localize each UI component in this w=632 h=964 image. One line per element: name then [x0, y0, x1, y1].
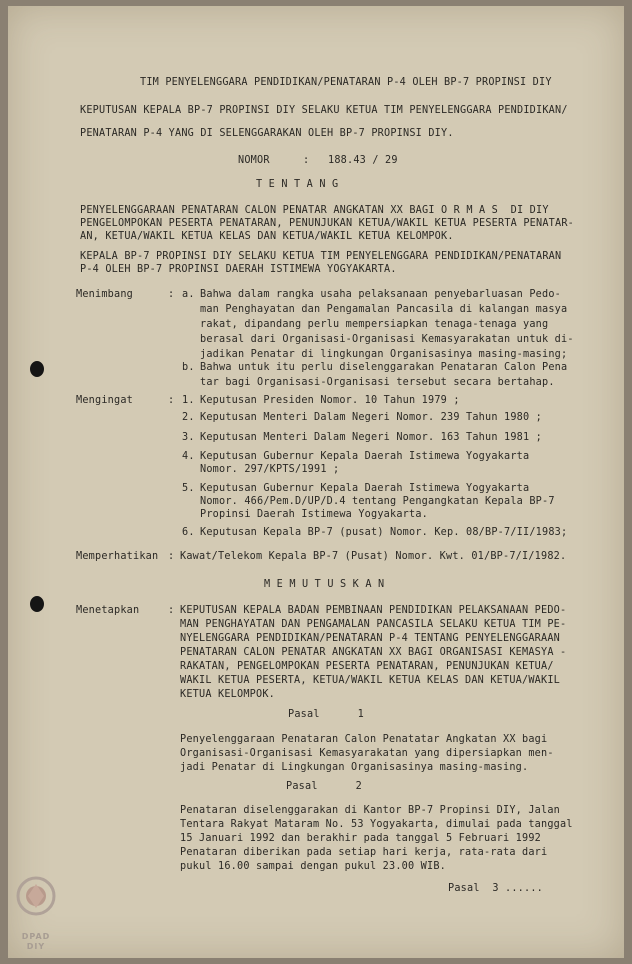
mengingat-item-text: Keputusan Gubernur Kepala Daerah Istimewa Yogyakarta	[200, 451, 530, 462]
pasal-2-line: pukul 16.00 sampai dengan pukul 23.00 WIB.	[180, 861, 447, 872]
mengingat-item-text: Keputusan Presiden Nomor. 10 Tahun 1979 ;	[200, 395, 460, 406]
subject-line-1: PENYELENGGARAAN PENATARAN CALON PENATAR ANGKATAN XX BAGI O R M A S DI DIY	[80, 205, 549, 216]
memperhatikan-label: Memperhatikan	[76, 551, 159, 562]
mengingat-item-text: Keputusan Gubernur Kepala Daerah Istimewa Yogyakarta	[200, 483, 530, 494]
mengingat-item-number: 4.	[182, 451, 195, 462]
kepala-line-1: KEPALA BP-7 PROPINSI DIY SELAKU KETUA TIM PENYELENGGARA PENDIDIKAN/PENATARAN	[80, 251, 562, 262]
pasal-2-line: Penataran diselenggarakan di Kantor BP-7 Propinsi DIY, Jalan	[180, 805, 561, 816]
menetapkan-line: MAN PENGHAYATAN DAN PENGAMALAN PANCASILA SELAKU KETUA TIM PE-	[180, 619, 567, 630]
memutuskan-heading: M E M U T U S K A N	[264, 579, 385, 590]
menimbang-a-line: jadikan Penatar di lingkungan Organisasinya masing-masing;	[200, 349, 568, 360]
continuation-note: Pasal 3 ......	[448, 883, 544, 894]
menetapkan-line: RAKATAN, PENGELOMPOKAN PESERTA PENATARAN, PENUNJUKAN KETUA/	[180, 661, 554, 672]
menetapkan-separator: :	[168, 605, 175, 616]
mengingat-item-text: Nomor. 466/Pem.D/UP/D.4 tentang Pengangkatan Kepala BP-7	[200, 496, 555, 507]
punch-hole-bottom	[30, 596, 44, 612]
menimbang-a-line: berasal dari Organisasi-Organisasi Kemasyarakatan untuk di-	[200, 334, 574, 345]
menimbang-label: Menimbang	[76, 289, 134, 300]
decree-line-1: KEPUTUSAN KEPALA BP-7 PROPINSI DIY SELAKU KETUA TIM PENYELENGGARA PENDIDIKAN/	[80, 105, 568, 116]
menetapkan-line: NYELENGGARA PENDIDIKAN/PENATARAN P-4 TENTANG PENYELENGGARAAN	[180, 633, 561, 644]
mengingat-item-number: 6.	[182, 527, 195, 538]
menimbang-b-marker: b.	[182, 362, 195, 373]
mengingat-item-text: Keputusan Menteri Dalam Negeri Nomor. 163 Tahun 1981 ;	[200, 432, 543, 443]
mengingat-item-text: Nomor. 297/KPTS/1991 ;	[200, 464, 340, 475]
kepala-line-2: P-4 OLEH BP-7 PROPINSI DAERAH ISTIMEWA YOGYAKARTA.	[80, 264, 397, 275]
menimbang-a-line: rakat, dipandang perlu mempersiapkan tenaga-tenaga yang	[200, 319, 549, 330]
tentang-heading: T E N T A N G	[256, 179, 339, 190]
document-page	[8, 6, 624, 958]
menimbang-separator: :	[168, 289, 175, 300]
pasal-2-line: 15 Januari 1992 dan berakhir pada tanggal 5 Februari 1992	[180, 833, 542, 844]
mengingat-item-number: 2.	[182, 412, 195, 423]
menimbang-a-line: Bahwa dalam rangka usaha pelaksanaan penyebarluasan Pedo-	[200, 289, 562, 300]
stamp-text-line1: DPAD	[21, 932, 51, 941]
mengingat-item-number: 3.	[182, 432, 195, 443]
subject-line-2: PENGELOMPOKAN PESERTA PENATARAN, PENUNJUKAN KETUA/WAKIL KETUA PESERTA PENATAR-	[80, 218, 575, 229]
stamp-text-line2: DIY	[26, 942, 46, 951]
subject-line-3: AN, KETUA/WAKIL KETUA KELAS DAN KETUA/WAKIL KETUA KELOMPOK.	[80, 231, 454, 242]
nomor-value: 188.43 / 29	[328, 155, 398, 166]
menetapkan-line: KETUA KELOMPOK.	[180, 689, 276, 700]
pasal-1-line: Penyelenggaraan Penataran Calon Penatatar Angkatan XX bagi	[180, 734, 548, 745]
archive-logo-icon	[14, 874, 64, 932]
menimbang-a-marker: a.	[182, 289, 195, 300]
menimbang-a-line: man Penghayatan dan Pengamalan Pancasila di kalangan masya	[200, 304, 568, 315]
mengingat-item-text: Keputusan Menteri Dalam Negeri Nomor. 239 Tahun 1980 ;	[200, 412, 543, 423]
menetapkan-label: Menetapkan	[76, 605, 140, 616]
menetapkan-line: PENATARAN CALON PENATAR ANGKATAN XX BAGI ORGANISASI KEMASYA -	[180, 647, 567, 658]
menetapkan-line: KEPUTUSAN KEPALA BADAN PEMBINAAN PENDIDIKAN PELAKSANAAN PEDO-	[180, 605, 567, 616]
pasal-2-line: Tentara Rakyat Mataram No. 53 Yogyakarta, dimulai pada tanggal	[180, 819, 573, 830]
memperhatikan-text: Kawat/Telekom Kepala BP-7 (Pusat) Nomor. Kwt. 01/BP-7/I/1982.	[180, 551, 567, 562]
mengingat-item-text: Propinsi Daerah Istimewa Yogyakarta.	[200, 509, 429, 520]
menetapkan-line: WAKIL KETUA PESERTA, KETUA/WAKIL KETUA KELAS DAN KETUA/WAKIL	[180, 675, 561, 686]
nomor-separator: :	[303, 155, 310, 166]
nomor-label: NOMOR	[238, 155, 270, 166]
pasal-1-line: jadi Penatar di Lingkungan Organisasinya masing-masing.	[180, 762, 529, 773]
pasal-2-heading: Pasal 2	[286, 781, 363, 792]
pasal-1-line: Organisasi-Organisasi Kemasyarakatan yang dipersiapkan men-	[180, 748, 554, 759]
menimbang-b-line: tar bagi Organisasi-Organisasi tersebut secara bertahap.	[200, 377, 555, 388]
mengingat-item-text: Keputusan Kepala BP-7 (pusat) Nomor. Kep. 08/BP-7/II/1983;	[200, 527, 568, 538]
header-title: TIM PENYELENGGARA PENDIDIKAN/PENATARAN P-4 OLEH BP-7 PROPINSI DIY	[140, 77, 552, 88]
mengingat-separator: :	[168, 395, 175, 406]
pasal-2-line: Penataran diberikan pada setiap hari kerja, rata-rata dari	[180, 847, 548, 858]
punch-hole-top	[30, 361, 44, 377]
menimbang-b-line: Bahwa untuk itu perlu diselenggarakan Penataran Calon Pena	[200, 362, 568, 373]
mengingat-item-number: 5.	[182, 483, 195, 494]
mengingat-label: Mengingat	[76, 395, 134, 406]
memperhatikan-separator: :	[168, 551, 175, 562]
pasal-1-heading: Pasal 1	[288, 709, 365, 720]
decree-line-2: PENATARAN P-4 YANG DI SELENGGARAKAN OLEH BP-7 PROPINSI DIY.	[80, 128, 454, 139]
mengingat-item-number: 1.	[182, 395, 195, 406]
